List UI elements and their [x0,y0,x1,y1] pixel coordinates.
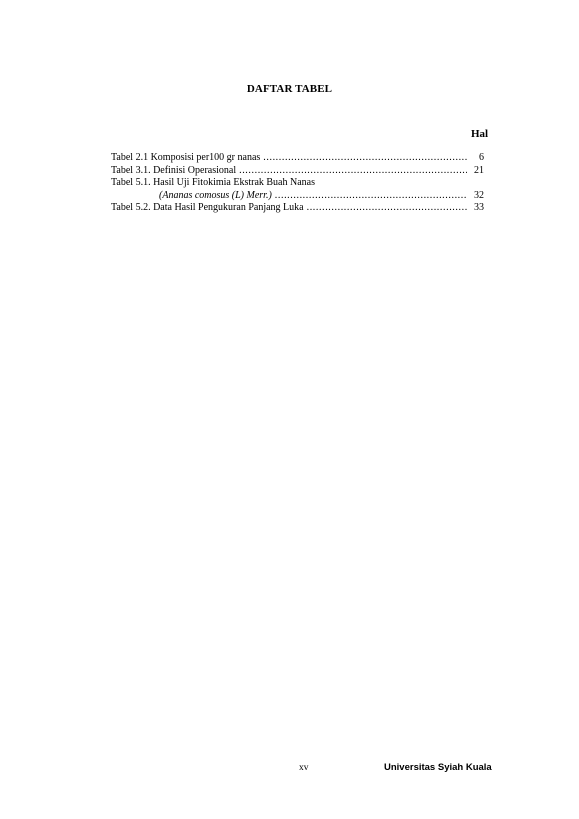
entry-label: Tabel 5.2. Data Hasil Pengukuran Panjang Luka [111,202,304,213]
dot-leader [275,190,467,203]
footer-page-number: xv [299,763,309,773]
table-entry[interactable] [111,177,484,190]
entry-label: Tabel 3.1. Definisi Operasional [111,164,237,176]
entry-page: 6 [479,152,484,163]
table-entry[interactable] [111,152,484,165]
dot-leader [307,202,467,215]
entry-label-continuation: (Ananas comosus (L) Merr.) [159,189,272,201]
entry-label: Tabel 2.1 Komposisi per100 gr nanas [111,152,261,163]
page-title: DAFTAR TABEL [246,83,333,95]
entry-page: 32 [474,189,484,201]
page-column-header: Hal [471,128,489,140]
table-entry[interactable] [111,165,484,178]
entry-page: 33 [474,202,484,213]
table-entry-continuation[interactable] [111,190,484,203]
table-entry[interactable] [111,202,484,215]
table-list [111,152,484,215]
footer-institution: Universitas Syiah Kuala [384,762,492,773]
entry-label: Tabel 5.1. Hasil Uji Fitokimia Ekstrak Buah Nanas [111,177,315,188]
dot-leader [263,152,467,165]
entry-page: 21 [474,164,484,176]
dot-leader [239,165,467,178]
